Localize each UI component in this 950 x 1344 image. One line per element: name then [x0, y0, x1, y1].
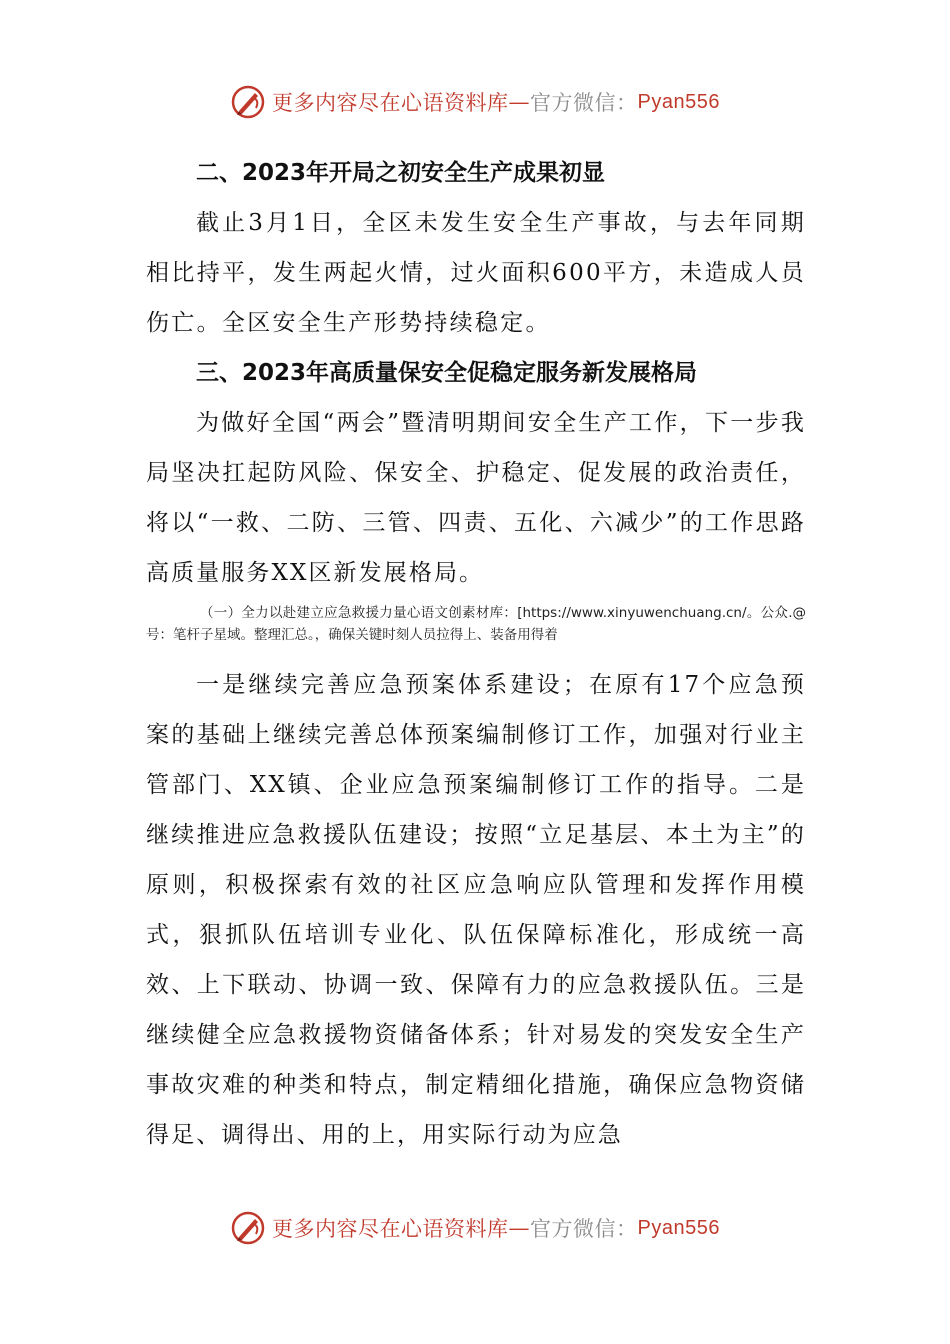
paragraph-3: 为做好全国“两会”暨清明期间安全生产工作，下一步我局坚决扛起防风险、保安全、护稳定、促发展的政治责任，将以“一救、二防、三管、四责、五化、六减少”的工作思路高质量服务XX区新发展格局。	[146, 410, 806, 586]
subsection-note-1: （一）全力以赴建立应急救援力量心语文创素材库：[https://www.xinyuwenchuang.cn/。公众.@号：笔杆子星域。整理汇总。，确保关键时刻人员拉得上、装备用得着	[146, 605, 806, 643]
banner-wechat-label: 官方微信：	[530, 91, 638, 115]
footer-banner	[0, 1208, 950, 1248]
banner-wechat-label: 官方微信：	[530, 1217, 638, 1241]
paragraph-2: 截止3月1日，全区未发生安全生产事故，与去年同期相比持平，发生两起火情，过火面积600平方，未造成人员伤亡。全区安全生产形势持续稳定。	[146, 210, 806, 336]
paragraph-4: 一是继续完善应急预案体系建设；在原有17个应急预案的基础上继续完善总体预案编制修订工作，加强对行业主管部门、XX镇、企业应急预案编制修订工作的指导。二是继续推进应急救援队伍建设；按照“立足基层、本土为主”的原则，积极探索有效的社区应急响应队管理和发挥作用模式，狠抓队伍培训专业化、队伍保障标准化，形成统一高效、上下联动、协调一致、保障有力的应急救援队伍。三是继续健全应急救援物资储备体系；针对易发的突发安全生产事故灾难的种类和特点，制定精细化措施，确保应急物资储得足、调得出、用的上，用实际行动为应急	[146, 672, 806, 1148]
document-body	[146, 148, 806, 1160]
banner-text: 更多内容尽在心语资料库	[272, 91, 509, 115]
banner-wechat-id: Pyan556	[637, 1216, 720, 1239]
section-heading-3: 三、2023年高质量保安全促稳定服务新发展格局	[196, 360, 698, 386]
header-banner	[0, 82, 950, 122]
banner-dash: —	[508, 90, 531, 114]
banner-dash: —	[508, 1216, 531, 1240]
pen-logo-icon	[230, 84, 266, 120]
pen-logo-icon	[230, 1210, 266, 1246]
banner-text: 更多内容尽在心语资料库	[272, 1217, 509, 1241]
banner-wechat-id: Pyan556	[637, 90, 720, 113]
section-heading-2: 二、2023年开局之初安全生产成果初显	[196, 160, 606, 186]
